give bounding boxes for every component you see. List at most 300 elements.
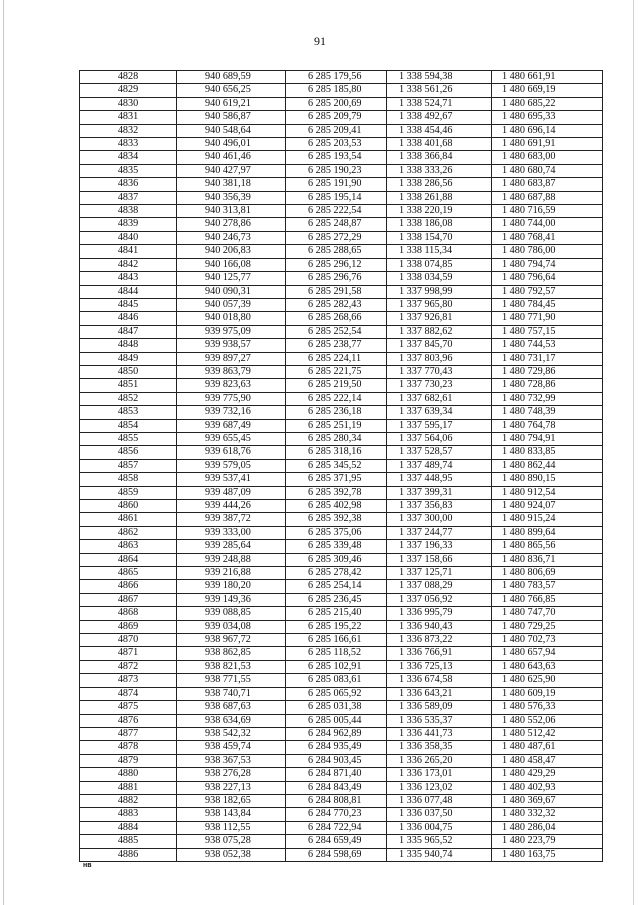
table-row <box>80 392 603 405</box>
y2-coordinate-cell: 1 480 890,15 <box>492 473 603 486</box>
point-number-cell: 4883 <box>80 808 177 821</box>
table-row <box>80 459 603 472</box>
x2-coordinate-cell: 1 336 873,22 <box>387 634 492 647</box>
y-coordinate-cell: 6 285 209,79 <box>286 111 387 124</box>
table-row <box>80 567 603 580</box>
point-number-cell: 4886 <box>80 848 177 861</box>
x-coordinate-cell: 940 166,08 <box>177 258 286 271</box>
table-row <box>80 432 603 445</box>
x2-coordinate-cell: 1 337 595,17 <box>387 419 492 432</box>
point-number-cell: 4857 <box>80 459 177 472</box>
table-row <box>80 741 603 754</box>
point-number-cell: 4843 <box>80 272 177 285</box>
x2-coordinate-cell: 1 338 524,71 <box>387 97 492 110</box>
point-number-cell: 4844 <box>80 285 177 298</box>
y2-coordinate-cell: 1 480 757,15 <box>492 325 603 338</box>
x-coordinate-cell: 940 586,87 <box>177 111 286 124</box>
y-coordinate-cell: 6 285 248,87 <box>286 218 387 231</box>
x2-coordinate-cell: 1 337 882,62 <box>387 325 492 338</box>
x-coordinate-cell: 939 216,88 <box>177 567 286 580</box>
table-row <box>80 540 603 553</box>
table-row <box>80 285 603 298</box>
table-row <box>80 701 603 714</box>
y2-coordinate-cell: 1 480 792,57 <box>492 285 603 298</box>
x-coordinate-cell: 938 276,28 <box>177 768 286 781</box>
table-row <box>80 473 603 486</box>
x2-coordinate-cell: 1 336 441,73 <box>387 727 492 740</box>
point-number-cell: 4859 <box>80 486 177 499</box>
x-coordinate-cell: 939 285,64 <box>177 540 286 553</box>
point-number-cell: 4851 <box>80 379 177 392</box>
point-number-cell: 4847 <box>80 325 177 338</box>
coordinates-table-body <box>80 71 603 862</box>
y2-coordinate-cell: 1 480 783,57 <box>492 580 603 593</box>
point-number-cell: 4873 <box>80 674 177 687</box>
x-coordinate-cell: 939 823,63 <box>177 379 286 392</box>
x-coordinate-cell: 940 496,01 <box>177 138 286 151</box>
table-row <box>80 164 603 177</box>
point-number-cell: 4845 <box>80 298 177 311</box>
x-coordinate-cell: 939 732,16 <box>177 406 286 419</box>
point-number-cell: 4866 <box>80 580 177 593</box>
point-number-cell: 4870 <box>80 634 177 647</box>
y-coordinate-cell: 6 285 268,66 <box>286 312 387 325</box>
y2-coordinate-cell: 1 480 764,78 <box>492 419 603 432</box>
point-number-cell: 4832 <box>80 124 177 137</box>
table-row <box>80 218 603 231</box>
x-coordinate-cell: 938 052,38 <box>177 848 286 861</box>
x2-coordinate-cell: 1 338 220,19 <box>387 205 492 218</box>
point-number-cell: 4855 <box>80 432 177 445</box>
x-coordinate-cell: 940 278,86 <box>177 218 286 231</box>
y-coordinate-cell: 6 285 215,40 <box>286 607 387 620</box>
table-row <box>80 781 603 794</box>
table-row <box>80 660 603 673</box>
y2-coordinate-cell: 1 480 576,33 <box>492 701 603 714</box>
y2-coordinate-cell: 1 480 625,90 <box>492 674 603 687</box>
x-coordinate-cell: 940 206,83 <box>177 245 286 258</box>
y2-coordinate-cell: 1 480 223,79 <box>492 835 603 848</box>
point-number-cell: 4878 <box>80 741 177 754</box>
y-coordinate-cell: 6 285 221,75 <box>286 365 387 378</box>
y-coordinate-cell: 6 285 272,29 <box>286 231 387 244</box>
x2-coordinate-cell: 1 338 261,88 <box>387 191 492 204</box>
y2-coordinate-cell: 1 480 729,86 <box>492 365 603 378</box>
y2-coordinate-cell: 1 480 771,90 <box>492 312 603 325</box>
x2-coordinate-cell: 1 337 803,96 <box>387 352 492 365</box>
footer-mark: нв <box>83 862 92 869</box>
point-number-cell: 4860 <box>80 500 177 513</box>
y-coordinate-cell: 6 285 375,06 <box>286 526 387 539</box>
table-row <box>80 406 603 419</box>
table-row <box>80 620 603 633</box>
y2-coordinate-cell: 1 480 702,73 <box>492 634 603 647</box>
table-row <box>80 245 603 258</box>
point-number-cell: 4872 <box>80 660 177 673</box>
x-coordinate-cell: 940 356,39 <box>177 191 286 204</box>
point-number-cell: 4858 <box>80 473 177 486</box>
y-coordinate-cell: 6 285 065,92 <box>286 687 387 700</box>
x2-coordinate-cell: 1 335 940,74 <box>387 848 492 861</box>
y2-coordinate-cell: 1 480 696,14 <box>492 124 603 137</box>
table-row <box>80 768 603 781</box>
point-number-cell: 4828 <box>80 71 177 84</box>
point-number-cell: 4854 <box>80 419 177 432</box>
y-coordinate-cell: 6 284 808,81 <box>286 794 387 807</box>
x-coordinate-cell: 939 444,26 <box>177 500 286 513</box>
y-coordinate-cell: 6 285 222,14 <box>286 392 387 405</box>
point-number-cell: 4880 <box>80 768 177 781</box>
point-number-cell: 4879 <box>80 754 177 767</box>
x-coordinate-cell: 940 656,25 <box>177 84 286 97</box>
y2-coordinate-cell: 1 480 732,99 <box>492 392 603 405</box>
y2-coordinate-cell: 1 480 862,44 <box>492 459 603 472</box>
x2-coordinate-cell: 1 336 766,91 <box>387 647 492 660</box>
y-coordinate-cell: 6 284 843,49 <box>286 781 387 794</box>
point-number-cell: 4831 <box>80 111 177 124</box>
x2-coordinate-cell: 1 336 725,13 <box>387 660 492 673</box>
x-coordinate-cell: 938 967,72 <box>177 634 286 647</box>
x2-coordinate-cell: 1 337 489,74 <box>387 459 492 472</box>
point-number-cell: 4848 <box>80 339 177 352</box>
x2-coordinate-cell: 1 338 286,56 <box>387 178 492 191</box>
x-coordinate-cell: 939 537,41 <box>177 473 286 486</box>
point-number-cell: 4853 <box>80 406 177 419</box>
point-number-cell: 4856 <box>80 446 177 459</box>
y-coordinate-cell: 6 285 282,43 <box>286 298 387 311</box>
y2-coordinate-cell: 1 480 687,88 <box>492 191 603 204</box>
y-coordinate-cell: 6 285 200,69 <box>286 97 387 110</box>
x2-coordinate-cell: 1 337 770,43 <box>387 365 492 378</box>
table-row <box>80 486 603 499</box>
x2-coordinate-cell: 1 337 088,29 <box>387 580 492 593</box>
y-coordinate-cell: 6 285 251,19 <box>286 419 387 432</box>
x2-coordinate-cell: 1 338 333,26 <box>387 164 492 177</box>
point-number-cell: 4877 <box>80 727 177 740</box>
x2-coordinate-cell: 1 337 998,99 <box>387 285 492 298</box>
y2-coordinate-cell: 1 480 744,53 <box>492 339 603 352</box>
y-coordinate-cell: 6 285 392,78 <box>286 486 387 499</box>
y2-coordinate-cell: 1 480 458,47 <box>492 754 603 767</box>
table-row <box>80 258 603 271</box>
table-row <box>80 191 603 204</box>
y2-coordinate-cell: 1 480 731,17 <box>492 352 603 365</box>
point-number-cell: 4829 <box>80 84 177 97</box>
x2-coordinate-cell: 1 336 643,21 <box>387 687 492 700</box>
y-coordinate-cell: 6 285 083,61 <box>286 674 387 687</box>
table-row <box>80 97 603 110</box>
x-coordinate-cell: 939 180,20 <box>177 580 286 593</box>
x2-coordinate-cell: 1 338 594,38 <box>387 71 492 84</box>
point-number-cell: 4834 <box>80 151 177 164</box>
table-row <box>80 580 603 593</box>
x-coordinate-cell: 939 975,09 <box>177 325 286 338</box>
y-coordinate-cell: 6 285 203,53 <box>286 138 387 151</box>
x-coordinate-cell: 939 034,08 <box>177 620 286 633</box>
x-coordinate-cell: 939 618,76 <box>177 446 286 459</box>
table-row <box>80 553 603 566</box>
y2-coordinate-cell: 1 480 768,41 <box>492 231 603 244</box>
table-row <box>80 339 603 352</box>
y-coordinate-cell: 6 285 005,44 <box>286 714 387 727</box>
y2-coordinate-cell: 1 480 163,75 <box>492 848 603 861</box>
y-coordinate-cell: 6 285 190,23 <box>286 164 387 177</box>
table-row <box>80 848 603 861</box>
x2-coordinate-cell: 1 337 448,95 <box>387 473 492 486</box>
y-coordinate-cell: 6 284 659,49 <box>286 835 387 848</box>
x-coordinate-cell: 938 740,71 <box>177 687 286 700</box>
x2-coordinate-cell: 1 336 004,75 <box>387 821 492 834</box>
table-row <box>80 634 603 647</box>
x2-coordinate-cell: 1 337 196,33 <box>387 540 492 553</box>
y-coordinate-cell: 6 285 392,38 <box>286 513 387 526</box>
x2-coordinate-cell: 1 337 300,00 <box>387 513 492 526</box>
x2-coordinate-cell: 1 337 356,83 <box>387 500 492 513</box>
y2-coordinate-cell: 1 480 794,74 <box>492 258 603 271</box>
y-coordinate-cell: 6 285 296,12 <box>286 258 387 271</box>
y2-coordinate-cell: 1 480 683,00 <box>492 151 603 164</box>
point-number-cell: 4874 <box>80 687 177 700</box>
table-row <box>80 754 603 767</box>
y-coordinate-cell: 6 285 254,14 <box>286 580 387 593</box>
y2-coordinate-cell: 1 480 833,85 <box>492 446 603 459</box>
y-coordinate-cell: 6 284 962,89 <box>286 727 387 740</box>
x-coordinate-cell: 938 687,63 <box>177 701 286 714</box>
x2-coordinate-cell: 1 338 366,84 <box>387 151 492 164</box>
point-number-cell: 4862 <box>80 526 177 539</box>
table-row <box>80 151 603 164</box>
y-coordinate-cell: 6 285 179,56 <box>286 71 387 84</box>
x2-coordinate-cell: 1 338 454,46 <box>387 124 492 137</box>
y2-coordinate-cell: 1 480 796,64 <box>492 272 603 285</box>
y-coordinate-cell: 6 285 031,38 <box>286 701 387 714</box>
x2-coordinate-cell: 1 338 561,26 <box>387 84 492 97</box>
y2-coordinate-cell: 1 480 691,91 <box>492 138 603 151</box>
point-number-cell: 4846 <box>80 312 177 325</box>
y-coordinate-cell: 6 285 166,61 <box>286 634 387 647</box>
y2-coordinate-cell: 1 480 747,70 <box>492 607 603 620</box>
table-row <box>80 794 603 807</box>
y-coordinate-cell: 6 285 402,98 <box>286 500 387 513</box>
y-coordinate-cell: 6 285 318,16 <box>286 446 387 459</box>
point-number-cell: 4841 <box>80 245 177 258</box>
x-coordinate-cell: 939 487,09 <box>177 486 286 499</box>
x-coordinate-cell: 939 149,36 <box>177 593 286 606</box>
point-number-cell: 4850 <box>80 365 177 378</box>
y-coordinate-cell: 6 284 722,94 <box>286 821 387 834</box>
x-coordinate-cell: 939 687,49 <box>177 419 286 432</box>
x-coordinate-cell: 940 125,77 <box>177 272 286 285</box>
table-row <box>80 687 603 700</box>
y2-coordinate-cell: 1 480 661,91 <box>492 71 603 84</box>
x-coordinate-cell: 938 459,74 <box>177 741 286 754</box>
y-coordinate-cell: 6 285 238,77 <box>286 339 387 352</box>
table-row <box>80 835 603 848</box>
point-number-cell: 4852 <box>80 392 177 405</box>
table-row <box>80 446 603 459</box>
y2-coordinate-cell: 1 480 685,22 <box>492 97 603 110</box>
y2-coordinate-cell: 1 480 728,86 <box>492 379 603 392</box>
x-coordinate-cell: 939 897,27 <box>177 352 286 365</box>
x-coordinate-cell: 938 771,55 <box>177 674 286 687</box>
x-coordinate-cell: 938 634,69 <box>177 714 286 727</box>
x-coordinate-cell: 939 655,45 <box>177 432 286 445</box>
y-coordinate-cell: 6 285 209,41 <box>286 124 387 137</box>
x-coordinate-cell: 940 057,39 <box>177 298 286 311</box>
x-coordinate-cell: 939 248,88 <box>177 553 286 566</box>
point-number-cell: 4871 <box>80 647 177 660</box>
point-number-cell: 4839 <box>80 218 177 231</box>
table-row <box>80 124 603 137</box>
y2-coordinate-cell: 1 480 332,32 <box>492 808 603 821</box>
y-coordinate-cell: 6 285 236,18 <box>286 406 387 419</box>
x2-coordinate-cell: 1 337 056,92 <box>387 593 492 606</box>
x2-coordinate-cell: 1 337 528,57 <box>387 446 492 459</box>
x2-coordinate-cell: 1 336 535,37 <box>387 714 492 727</box>
point-number-cell: 4865 <box>80 567 177 580</box>
table-row <box>80 84 603 97</box>
x-coordinate-cell: 938 367,53 <box>177 754 286 767</box>
point-number-cell: 4876 <box>80 714 177 727</box>
point-number-cell: 4881 <box>80 781 177 794</box>
coordinates-table <box>79 70 603 862</box>
y2-coordinate-cell: 1 480 512,42 <box>492 727 603 740</box>
x2-coordinate-cell: 1 338 401,68 <box>387 138 492 151</box>
x2-coordinate-cell: 1 336 674,58 <box>387 674 492 687</box>
x-coordinate-cell: 939 088,85 <box>177 607 286 620</box>
table-row <box>80 513 603 526</box>
table-row <box>80 647 603 660</box>
x2-coordinate-cell: 1 338 154,70 <box>387 231 492 244</box>
y2-coordinate-cell: 1 480 899,64 <box>492 526 603 539</box>
table-row <box>80 111 603 124</box>
x-coordinate-cell: 938 143,84 <box>177 808 286 821</box>
x-coordinate-cell: 938 227,13 <box>177 781 286 794</box>
x-coordinate-cell: 938 862,85 <box>177 647 286 660</box>
scan-edge-left <box>3 0 4 905</box>
scan-edge-right <box>633 0 634 905</box>
x-coordinate-cell: 939 333,00 <box>177 526 286 539</box>
table-row <box>80 714 603 727</box>
y2-coordinate-cell: 1 480 786,00 <box>492 245 603 258</box>
y-coordinate-cell: 6 285 339,48 <box>286 540 387 553</box>
x2-coordinate-cell: 1 338 492,67 <box>387 111 492 124</box>
x2-coordinate-cell: 1 337 639,34 <box>387 406 492 419</box>
table-row <box>80 727 603 740</box>
x-coordinate-cell: 939 863,79 <box>177 365 286 378</box>
point-number-cell: 4830 <box>80 97 177 110</box>
table-row <box>80 71 603 84</box>
table-row <box>80 298 603 311</box>
y2-coordinate-cell: 1 480 748,39 <box>492 406 603 419</box>
y-coordinate-cell: 6 285 252,54 <box>286 325 387 338</box>
y-coordinate-cell: 6 284 935,49 <box>286 741 387 754</box>
x-coordinate-cell: 940 090,31 <box>177 285 286 298</box>
y2-coordinate-cell: 1 480 609,19 <box>492 687 603 700</box>
y-coordinate-cell: 6 285 193,54 <box>286 151 387 164</box>
x-coordinate-cell: 938 112,55 <box>177 821 286 834</box>
point-number-cell: 4835 <box>80 164 177 177</box>
x-coordinate-cell: 938 542,32 <box>177 727 286 740</box>
y2-coordinate-cell: 1 480 924,07 <box>492 500 603 513</box>
x2-coordinate-cell: 1 336 995,79 <box>387 607 492 620</box>
x2-coordinate-cell: 1 335 965,52 <box>387 835 492 848</box>
x2-coordinate-cell: 1 338 115,34 <box>387 245 492 258</box>
x-coordinate-cell: 938 821,53 <box>177 660 286 673</box>
y2-coordinate-cell: 1 480 552,06 <box>492 714 603 727</box>
point-number-cell: 4864 <box>80 553 177 566</box>
point-number-cell: 4837 <box>80 191 177 204</box>
x2-coordinate-cell: 1 336 077,48 <box>387 794 492 807</box>
x2-coordinate-cell: 1 337 730,23 <box>387 379 492 392</box>
x2-coordinate-cell: 1 338 074,85 <box>387 258 492 271</box>
x-coordinate-cell: 938 182,65 <box>177 794 286 807</box>
y-coordinate-cell: 6 285 191,90 <box>286 178 387 191</box>
table-row <box>80 808 603 821</box>
y-coordinate-cell: 6 285 371,95 <box>286 473 387 486</box>
table-row <box>80 205 603 218</box>
table-row <box>80 325 603 338</box>
table-row <box>80 593 603 606</box>
y2-coordinate-cell: 1 480 729,25 <box>492 620 603 633</box>
x-coordinate-cell: 940 018,80 <box>177 312 286 325</box>
x-coordinate-cell: 940 461,46 <box>177 151 286 164</box>
x2-coordinate-cell: 1 336 037,50 <box>387 808 492 821</box>
x2-coordinate-cell: 1 337 125,71 <box>387 567 492 580</box>
point-number-cell: 4885 <box>80 835 177 848</box>
table-row <box>80 231 603 244</box>
point-number-cell: 4840 <box>80 231 177 244</box>
y-coordinate-cell: 6 285 224,11 <box>286 352 387 365</box>
table-row <box>80 352 603 365</box>
point-number-cell: 4836 <box>80 178 177 191</box>
table-row <box>80 138 603 151</box>
y-coordinate-cell: 6 284 770,23 <box>286 808 387 821</box>
x2-coordinate-cell: 1 336 173,01 <box>387 768 492 781</box>
x2-coordinate-cell: 1 337 926,81 <box>387 312 492 325</box>
y2-coordinate-cell: 1 480 680,74 <box>492 164 603 177</box>
table-row <box>80 272 603 285</box>
y2-coordinate-cell: 1 480 695,33 <box>492 111 603 124</box>
point-number-cell: 4833 <box>80 138 177 151</box>
table-row <box>80 607 603 620</box>
y-coordinate-cell: 6 285 278,42 <box>286 567 387 580</box>
y2-coordinate-cell: 1 480 912,54 <box>492 486 603 499</box>
x2-coordinate-cell: 1 337 158,66 <box>387 553 492 566</box>
point-number-cell: 4868 <box>80 607 177 620</box>
y2-coordinate-cell: 1 480 865,56 <box>492 540 603 553</box>
x-coordinate-cell: 939 938,57 <box>177 339 286 352</box>
x2-coordinate-cell: 1 338 034,59 <box>387 272 492 285</box>
y2-coordinate-cell: 1 480 683,87 <box>492 178 603 191</box>
x2-coordinate-cell: 1 336 123,02 <box>387 781 492 794</box>
y2-coordinate-cell: 1 480 806,69 <box>492 567 603 580</box>
point-number-cell: 4867 <box>80 593 177 606</box>
y-coordinate-cell: 6 285 280,34 <box>286 432 387 445</box>
x-coordinate-cell: 939 775,90 <box>177 392 286 405</box>
x-coordinate-cell: 940 548,64 <box>177 124 286 137</box>
x2-coordinate-cell: 1 337 564,06 <box>387 432 492 445</box>
table-row <box>80 312 603 325</box>
y-coordinate-cell: 6 285 288,65 <box>286 245 387 258</box>
y-coordinate-cell: 6 285 291,58 <box>286 285 387 298</box>
y-coordinate-cell: 6 284 598,69 <box>286 848 387 861</box>
y-coordinate-cell: 6 285 195,14 <box>286 191 387 204</box>
point-number-cell: 4869 <box>80 620 177 633</box>
point-number-cell: 4863 <box>80 540 177 553</box>
point-number-cell: 4884 <box>80 821 177 834</box>
point-number-cell: 4875 <box>80 701 177 714</box>
